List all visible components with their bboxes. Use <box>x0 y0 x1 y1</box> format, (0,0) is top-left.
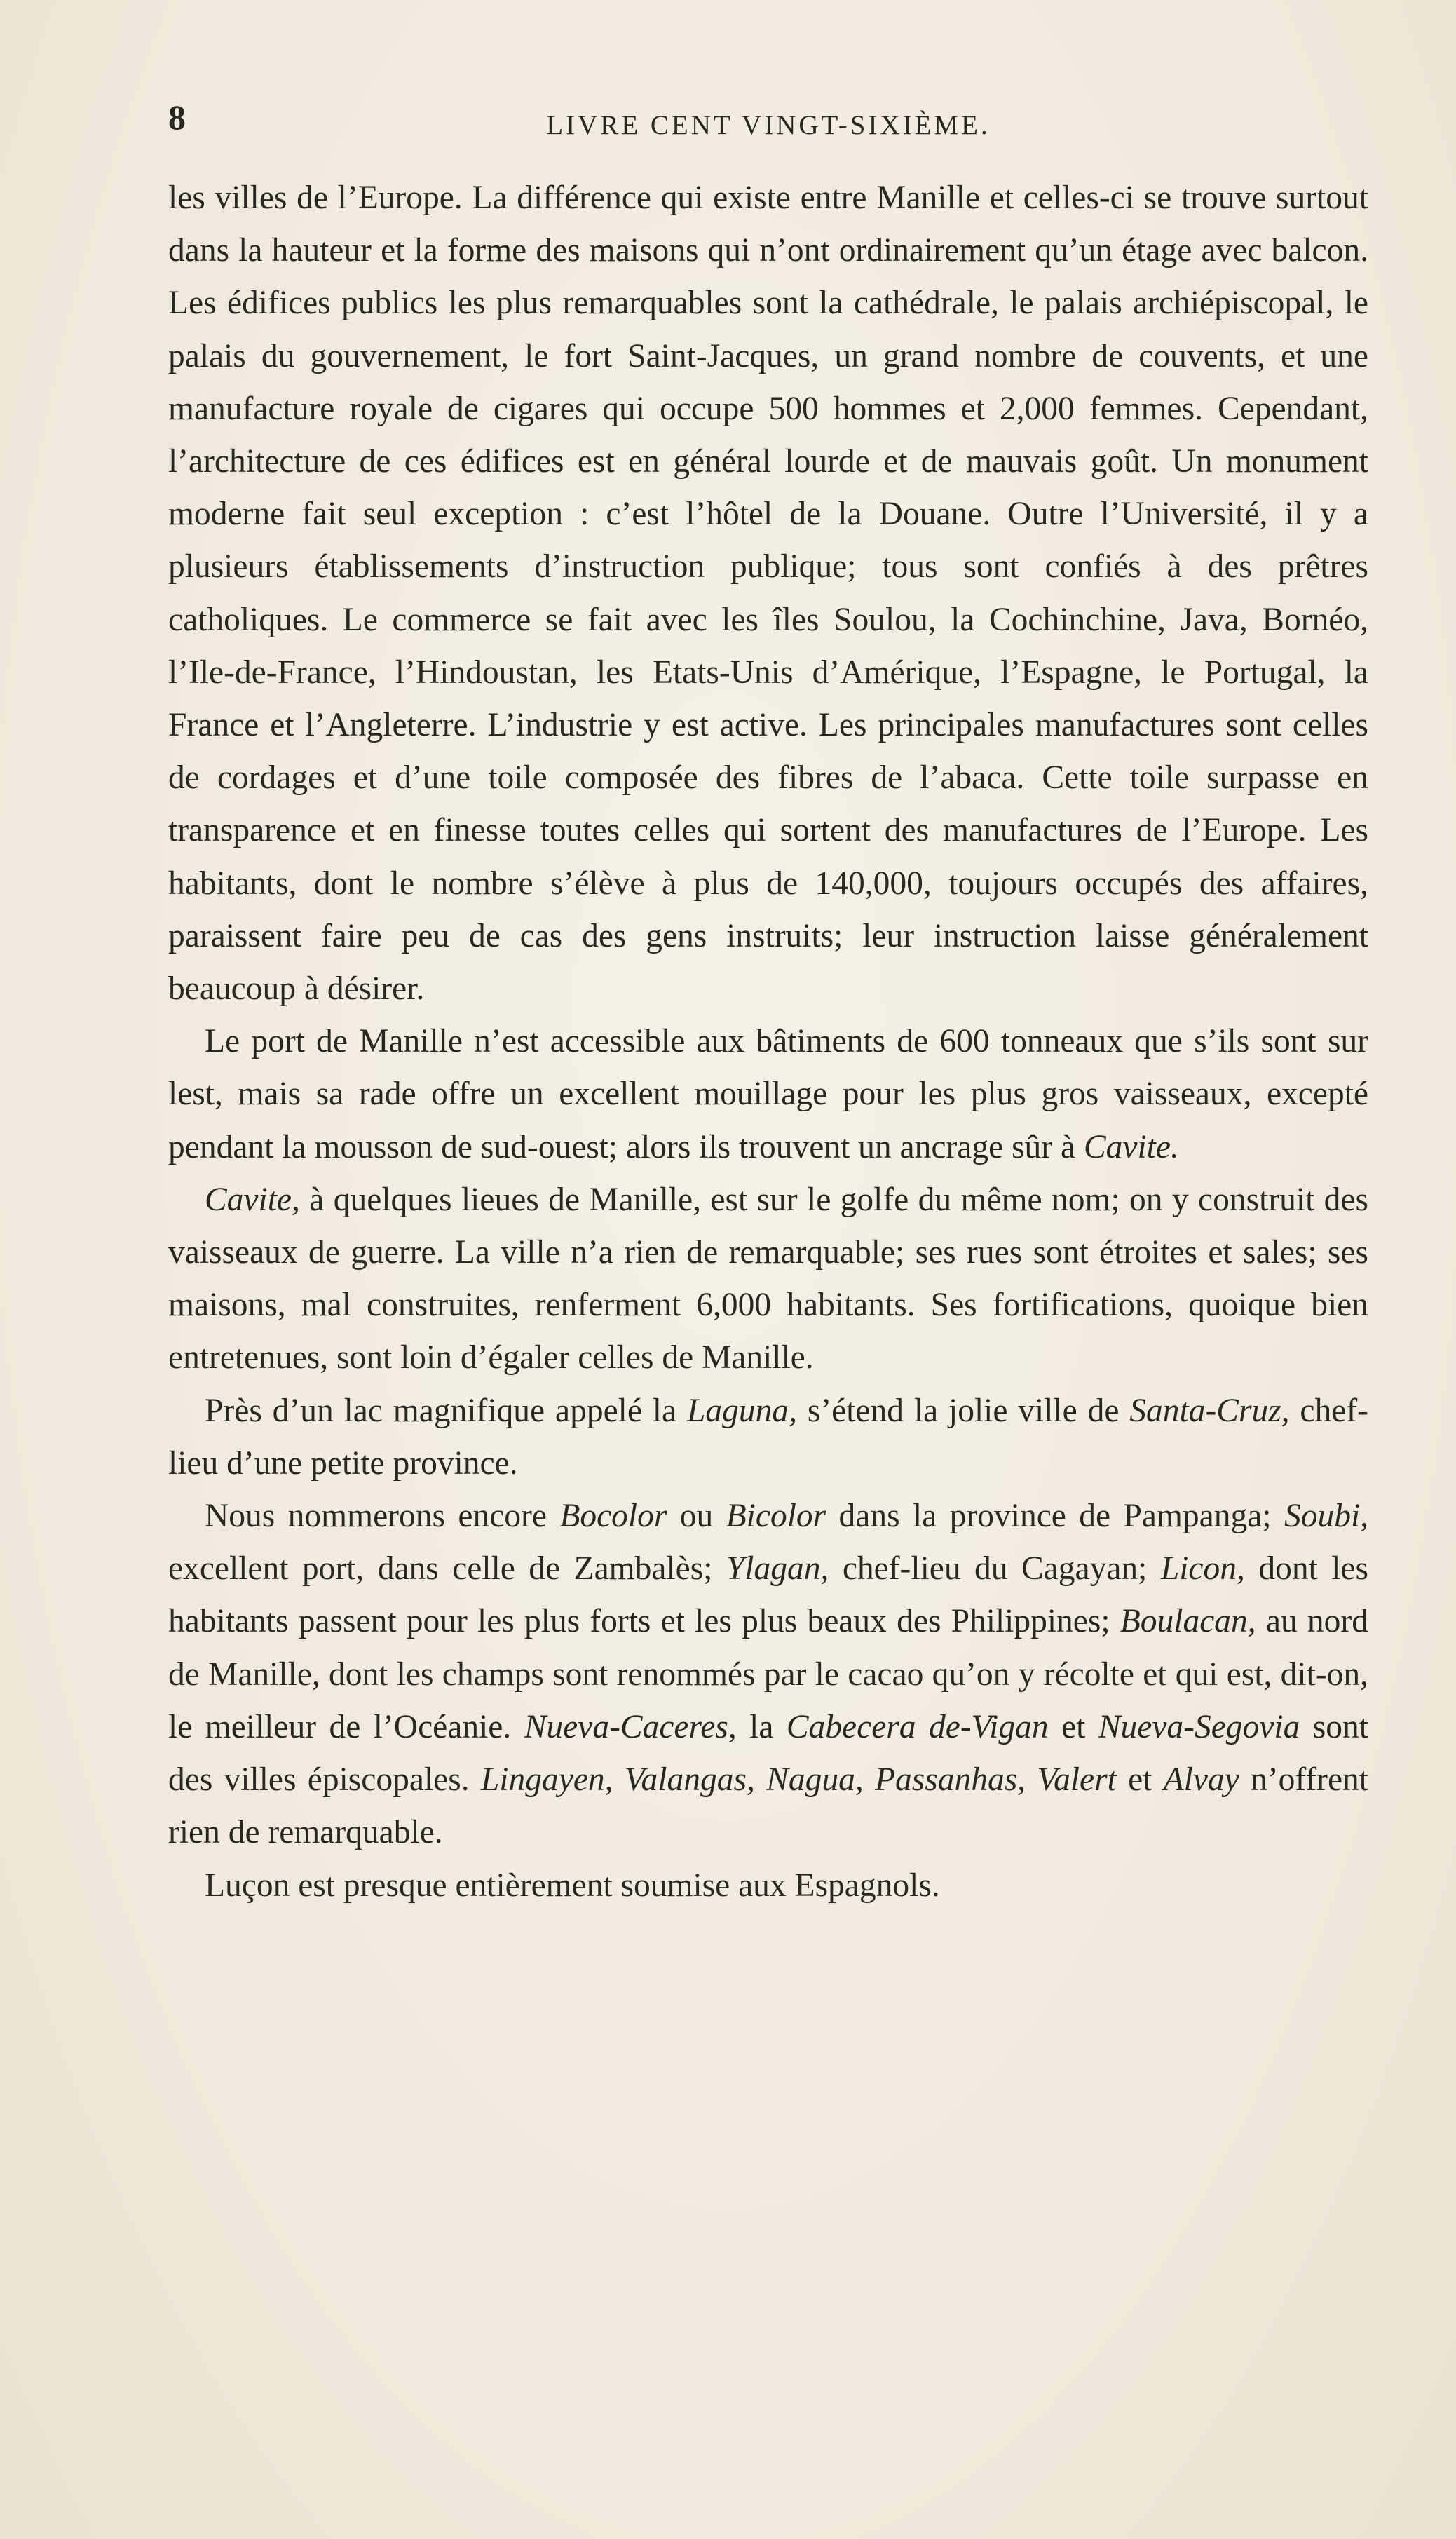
place-name: Bicolor <box>726 1498 826 1535</box>
running-title: LIVRE CENT VINGT-SIXIÈME. <box>546 110 991 140</box>
paragraph-text: dans la province de Pampanga; <box>826 1498 1284 1535</box>
paragraph-text: n’offrent rien de remarquable. <box>168 1761 1368 1851</box>
place-name: Bocolor <box>559 1498 667 1535</box>
place-name: Alvay <box>1163 1761 1239 1799</box>
paragraph-cavite <box>168 1174 1368 1385</box>
paragraph-text: Luçon est presque entièrement soumise aux Espagnols. <box>205 1867 940 1904</box>
paragraph-text: les villes de l’Europe. La différence qui existe entre Manille et celles-ci se trouve surtout dans la hauteur et la forme des maisons qui n’ont ordinairement qu’un étage avec balcon. Les édifices publics les plus remarquables sont la cathédrale, le palais archiépiscopal, le palais du gouvernement, le fort Saint-Jacques, un grand nombre de couvents, et une manufacture royale de cigares qui occupe 500 hommes et 2,000 femmes. Cependant, l’architecture de ces édifices est en général lourde et de mauvais goût. Un monument moderne fait seul exception : c’est l’hôtel de la Douane. Outre l’Université, il y a plusieurs établissements d’instruction publique; tous sont confiés à des prêtres catholiques. Le commerce se fait avec les îles Soulou, la Cochinchine, Java, Bornéo, l’Ile-de-France, l’Hindoustan, les Etats-Unis d’Amérique, l’Espagne, le Portugal, la France et l’Angleterre. L’industrie y est active. Les principales manufactures sont celles de cordages et d’une toile composée des fibres de l’abaca. Cette toile surpasse en transparence et en finesse toutes celles qui sortent des manufactures de l’Europe. Les habitants, dont le nombre s’élève à plus de 140,000, toujours occupés des affaires, paraissent faire peu de cas des gens instruits; leur instruction laisse généralement beaucoup à désirer. <box>168 180 1368 1008</box>
paragraph-text: dont les habitants passent pour les plus forts et les plus beaux des Philippines; <box>168 1550 1368 1640</box>
paragraph-text: chef-lieu du Cagayan; <box>829 1550 1161 1587</box>
place-name: Nueva-Segovia <box>1098 1708 1300 1745</box>
paragraph-port-manille <box>168 1015 1368 1174</box>
paragraph-text: et <box>1116 1761 1164 1799</box>
paragraph-laguna <box>168 1385 1368 1490</box>
place-name: Lingayen, Valangas, Nagua, Passanhas, Valert <box>480 1761 1117 1799</box>
place-name: Laguna, <box>686 1392 797 1429</box>
place-name: Cavite. <box>1083 1128 1179 1165</box>
page-header <box>168 97 1368 146</box>
paragraph-text: Nous nommerons encore <box>205 1498 560 1535</box>
place-name: Cavite, <box>205 1181 300 1218</box>
paragraph-text: excellent port, dans celle de Zambalès; <box>168 1550 726 1587</box>
paragraph-lucon <box>168 1860 1368 1912</box>
paragraph-text: Le port de Manille n’est accessible aux bâtiments de 600 tonneaux que s’ils sont sur lest, mais sa rade offre un excellent mouillage pour les plus gros vaisseaux, excepté pendant la mousson de sud-ouest; alors ils trouvent un ancrage sûr à <box>168 1023 1368 1165</box>
paragraph-text: s’étend la jolie ville de <box>796 1392 1130 1429</box>
place-name: Cabecera de-Vigan <box>786 1708 1049 1745</box>
page-number: 8 <box>168 97 186 137</box>
place-name: Nueva-Caceres, <box>524 1708 737 1745</box>
place-name: Santa-Cruz, <box>1129 1392 1290 1429</box>
place-name: Boulacan, <box>1120 1603 1256 1640</box>
place-name: Soubi, <box>1284 1498 1369 1535</box>
body-text <box>168 172 1368 1912</box>
place-name: Licon, <box>1160 1550 1245 1587</box>
paragraph-text: Près d’un lac magnifique appelé la <box>205 1392 687 1429</box>
paragraph-text: au nord de Manille, dont les champs sont renommés par le cacao qu’on y récolte et qui est, dit-on, le meilleur de l’Océanie. <box>168 1603 1368 1745</box>
place-name: Ylagan, <box>726 1550 829 1587</box>
paragraph-text: sont des villes épiscopales. <box>168 1708 1368 1799</box>
paragraph-other-towns <box>168 1490 1368 1859</box>
paragraph-text: chef-lieu d’une petite province. <box>168 1392 1368 1482</box>
paragraph-text: la <box>736 1708 787 1745</box>
paragraph-text: à quelques lieues de Manille, est sur le golfe du même nom; on y construit des vaisseaux de guerre. La ville n’a rien de remarquable; ses rues sont étroites et sales; ses maisons, mal construites, renferment 6,000 habitants. Ses fortifications, quoique bien entretenues, sont loin d’égaler celles de Manille. <box>168 1181 1368 1376</box>
paragraph-manille-description <box>168 172 1368 1015</box>
paragraph-text: ou <box>667 1498 726 1535</box>
paragraph-text: et <box>1048 1708 1098 1745</box>
